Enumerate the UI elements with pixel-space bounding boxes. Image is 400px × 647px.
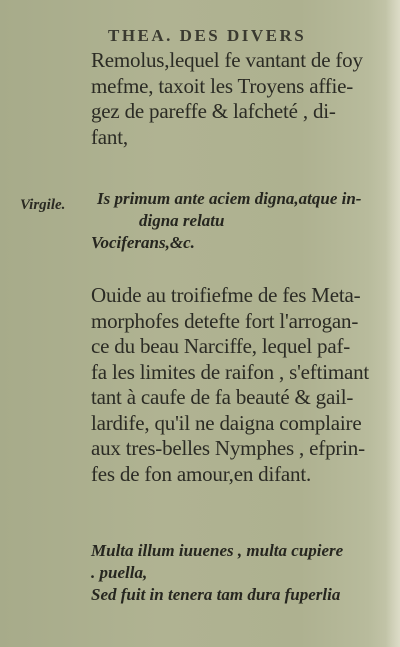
text-line: fes de fon amour,en difant.: [91, 461, 312, 486]
text-line: ce du beau Narciffe, lequel paf-: [91, 334, 351, 358]
quote-line: Multa illum iuuenes , multa cupiere: [91, 541, 344, 560]
quote-line: . puella,: [91, 563, 148, 582]
quote-line: digna relatu: [139, 211, 225, 230]
text-line: Remolus,lequel fe vantant de foy: [91, 48, 363, 72]
running-title: THEA. DES DIVERS: [108, 26, 307, 45]
text-line: gez de pareffe & lafcheté , di-: [91, 99, 336, 123]
quote-line: Vociferans,&c.: [91, 233, 195, 252]
text-line: aux tres-belles Nymphes , efprin-: [91, 436, 365, 460]
paragraph-ovide: [91, 283, 391, 487]
quote-virgil: [91, 188, 391, 254]
quote-line: Is primum ante aciem digna,atque in-: [97, 189, 362, 208]
text-line: mefme, taxoit les Troyens affie-: [91, 73, 354, 98]
text-line: Ouide au troifiefme de fes Meta-: [91, 283, 361, 307]
text-line: fa les limites de raifon , s'eftimant: [91, 359, 370, 384]
margin-note: Virgile.: [20, 197, 66, 213]
text-line: lardife, qu'il ne daigna complaire: [91, 410, 362, 435]
paragraph-remolus: [91, 48, 391, 150]
text-line: morphofes detefte fort l'arrogan-: [91, 308, 359, 333]
quote-line: Sed fuit in tenera tam dura fuperlia: [91, 585, 341, 604]
text-line: tant à caufe de fa beauté & gail-: [91, 385, 354, 409]
text-line: fant,: [91, 124, 128, 149]
quote-ovid: [91, 540, 391, 606]
